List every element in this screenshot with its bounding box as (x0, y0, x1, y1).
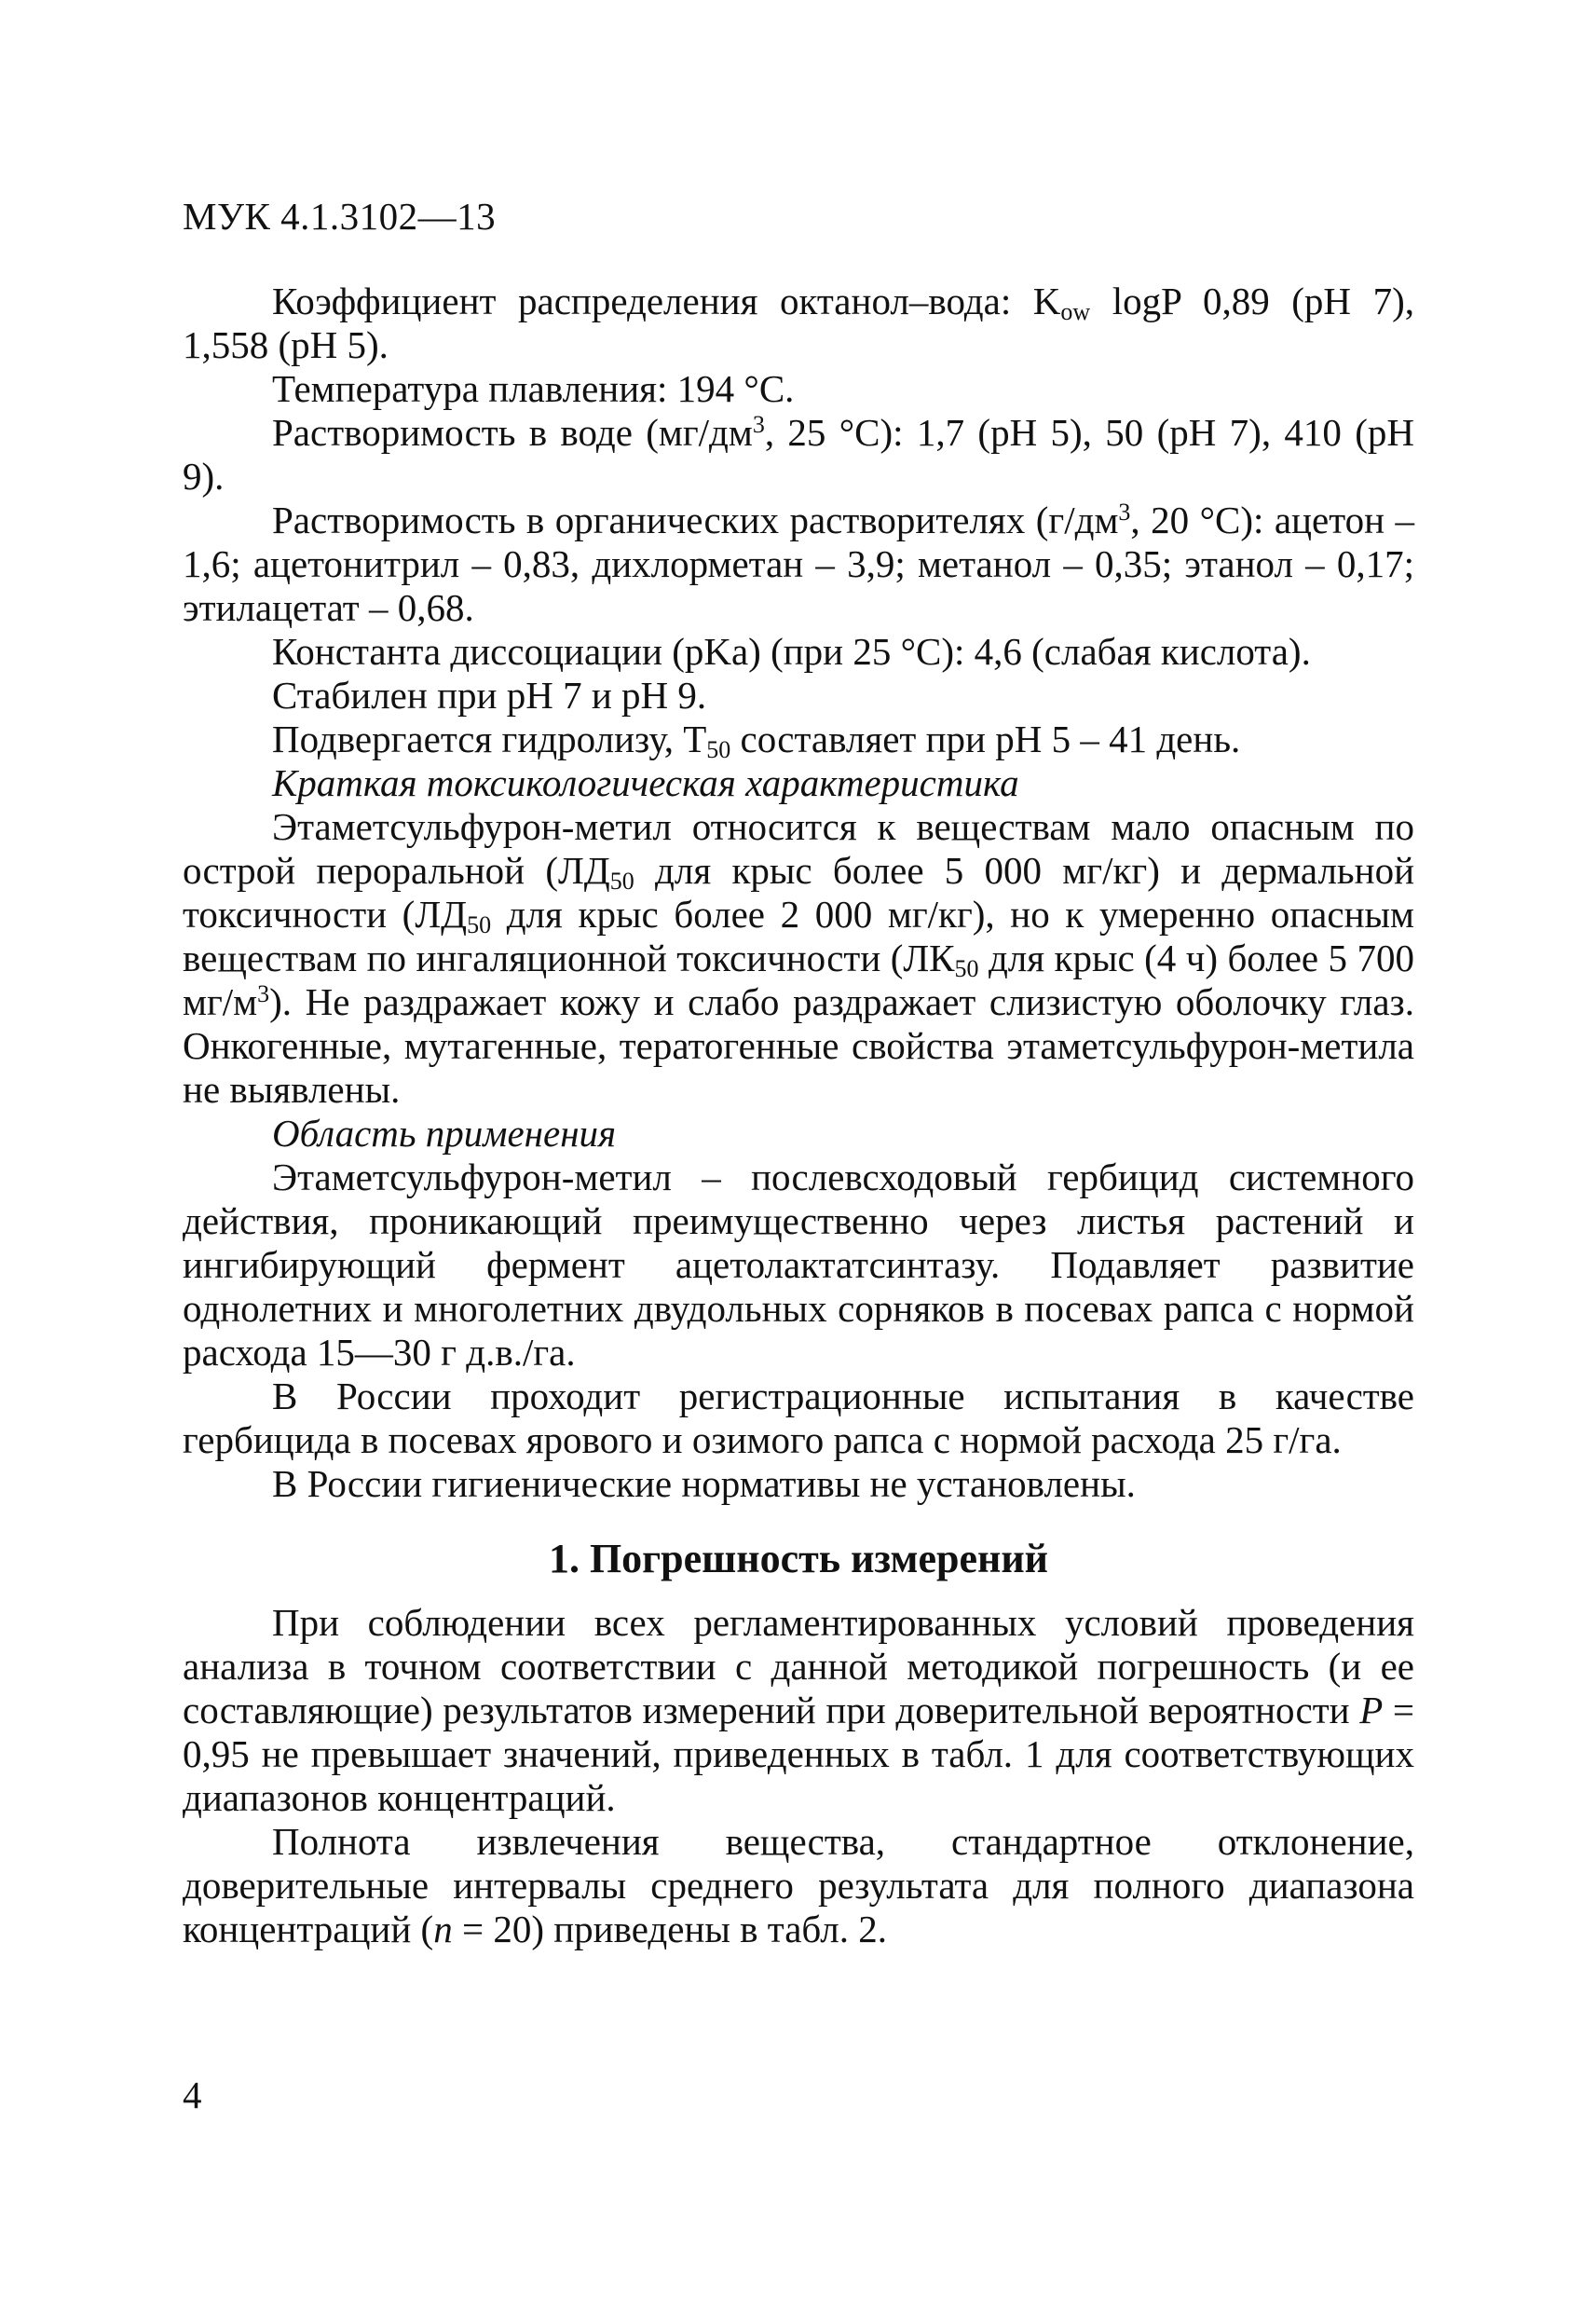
registration-paragraph: В России проходит регистрационные испытания в качестве гербицида в посевах ярового и озимого рапса с нормой расхода 25 г/га. (183, 1375, 1414, 1461)
subscript: 50 (609, 868, 634, 895)
toxicology-paragraph (183, 805, 1414, 1112)
italic-variable: n (433, 1908, 453, 1950)
dissociation-constant-paragraph: Константа диссоциации (pKa) (при 25 °C): 4,6 (слабая кислота). (272, 630, 1311, 673)
italic-variable: P (1359, 1689, 1384, 1731)
page-number: 4 (183, 2073, 202, 2116)
subscript: 50 (706, 736, 731, 763)
text-run: для крыс (4 ч) более 5 700 мг/м (183, 937, 1414, 1023)
text-run: Этаметсульфурон-метил относится к веществам мало опасным по острой пероральной (ЛД (183, 805, 1414, 892)
measurement-error-paragraph (183, 1601, 1414, 1820)
superscript: 3 (257, 980, 270, 1007)
recovery-paragraph (183, 1820, 1414, 1951)
superscript: 3 (1118, 499, 1131, 526)
hygiene-standards-paragraph: В России гигиенические нормативы не установлены. (272, 1462, 1136, 1505)
text-run: = 20) приведены в табл. 2. (452, 1908, 887, 1950)
superscript: 3 (752, 411, 765, 438)
subscript: 50 (954, 955, 979, 982)
text-run: Подвергается гидролизу, T (272, 718, 707, 760)
section-title-measurement-error: 1. Погрешность измерений (548, 1536, 1049, 1581)
subscript: 50 (467, 911, 492, 938)
text-run: = 0,95 не превышает значений, приведенных в табл. 1 для соответствующих диапазонов концентраций. (183, 1689, 1414, 1819)
text-run: logP 0,89 (pH 7), 1,558 (pH 5). (183, 280, 1415, 366)
text-run: При соблюдении всех регламентированных условий проведения анализа в точном соответствии с данной методикой погрешность (и ее составляющие) результатов измерений при доверительной вероятности (183, 1601, 1414, 1731)
text-run: ). Не раздражает кожу и слабо раздражает слизистую оболочку глаз. Онкогенные, мутагенные, тератогенные свойства этаметсульфурон-метила не выявлены. (183, 980, 1414, 1111)
document-code-header: МУК 4.1.3102—13 (183, 195, 497, 238)
water-solubility-paragraph (183, 411, 1414, 499)
document-body (183, 280, 1414, 1951)
text-run: Полнота извлечения вещества, стандартное отклонение, доверительные интервалы среднего результата для полного диапазона концентраций ( (183, 1820, 1414, 1950)
text-run: для крыс более 5 000 мг/кг) и дермальной токсичности (ЛД (183, 849, 1415, 936)
stability-paragraph: Стабилен при pH 7 и pH 9. (272, 674, 707, 717)
application-subheading: Область применения (272, 1112, 617, 1155)
hydrolysis-paragraph (183, 718, 1414, 761)
text-run: Растворимость в воде (мг/дм (272, 411, 753, 454)
melting-point-paragraph: Температура плавления: 194 °C. (272, 367, 795, 410)
organic-solubility-paragraph (183, 499, 1414, 630)
text-run: , 20 °C): ацетон – 1,6; ацетонитрил – 0,83, дихлорметан – 3,9; метанол – 0,35; этанол – 0,17; этилацетат – 0,68. (183, 499, 1414, 629)
text-run: , 25 °C): 1,7 (pH 5), 50 (pH 7), 410 (pH 9). (183, 411, 1414, 498)
text-run: составляет при pH 5 – 41 день. (730, 718, 1241, 760)
partition-coefficient-paragraph (183, 280, 1414, 367)
application-paragraph: Этаметсульфурон-метил – послевсходовый гербицид системного действия, проникающий преимущественно через листья растений и ингибирующий фермент ацетолактатсинтазу. Подавляет развитие однолетних и многолетних двудольных сорняков в посевах рапса с нормой расхода 15—30 г д.в./га. (183, 1156, 1414, 1374)
text-run: Коэффициент распределения октанол–вода: K (272, 280, 1061, 322)
text-run: для крыс более 2 000 мг/кг), но к умеренно опасным веществам по ингаляционной токсичности (ЛК (183, 893, 1414, 979)
text-run: Растворимость в органических растворителях (г/дм (272, 499, 1119, 541)
toxicology-subheading: Краткая токсикологическая характеристика (272, 761, 1019, 804)
subscript: ow (1060, 298, 1091, 325)
